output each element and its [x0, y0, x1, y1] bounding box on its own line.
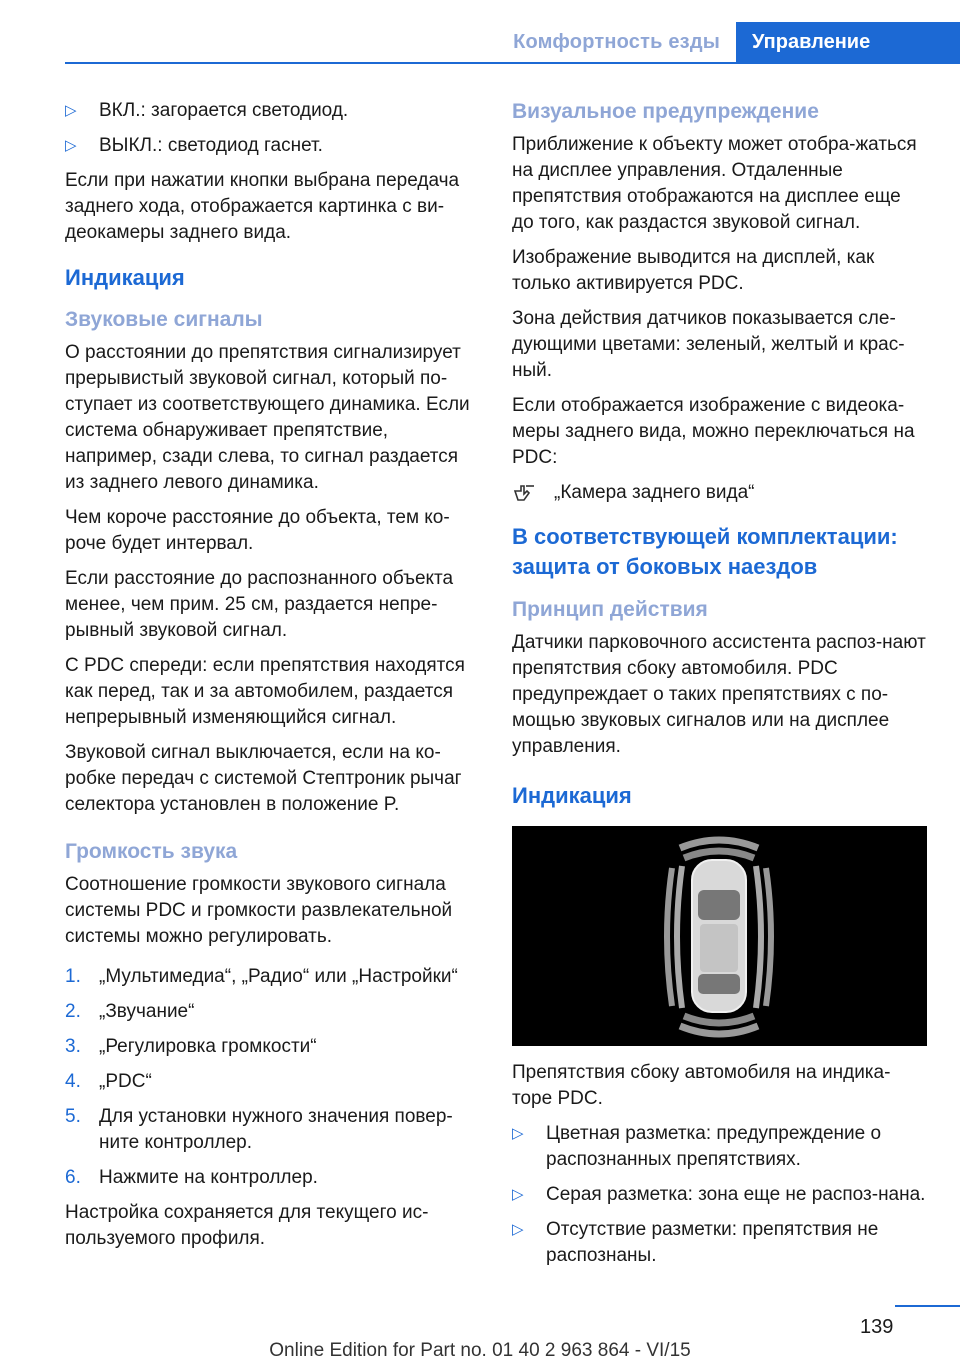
bullet-text: ВКЛ.: загорается светодиод. — [99, 100, 349, 121]
step-number: 6. — [65, 1167, 81, 1188]
step-item — [65, 964, 480, 990]
step-item — [65, 1165, 480, 1191]
edition-note: Online Edition for Part no. 01 40 2 963 864 - VI/15 — [269, 1340, 691, 1361]
step-number: 3. — [65, 1036, 81, 1057]
list-item — [512, 1182, 927, 1208]
triangle-bullet-icon: ▷ — [65, 137, 77, 154]
bullet-text: Серая разметка: зона еще не распоз‐нана. — [546, 1184, 926, 1205]
pdc-side-display-figure — [512, 826, 927, 1046]
paragraph: О расстоянии до препятствия сигнализирует прерывистый звуковой сигнал, который по‐ступает из соответствующего динамика. Если система обнаруживает препятствие, например, сзади слева, то сигнал раздается из заднего левого динамика. — [65, 342, 470, 493]
hint-text: „Камера заднего вида“ — [554, 482, 755, 503]
step-item — [65, 1069, 480, 1095]
section-title: Комфортность езды — [480, 22, 736, 62]
step-text: Нажмите на контроллер. — [99, 1167, 318, 1188]
paragraph: Если при нажатии кнопки выбрана передача заднего хода, отображается картинка с ви‐деокамеры заднего вида. — [65, 170, 460, 243]
heading-indication-2: Индикация — [512, 783, 632, 808]
step-text: „PDC“ — [99, 1071, 152, 1092]
heading-indication: Индикация — [65, 265, 185, 290]
triangle-bullet-icon: ▷ — [512, 1125, 524, 1142]
camera-hand-icon — [512, 482, 536, 504]
paragraph: Чем короче расстояние до объекта, тем ко‐роче будет интервал. — [65, 507, 450, 554]
step-text: „Звучание“ — [99, 1001, 195, 1022]
bullet-text: Отсутствие разметки: препятствия не распознаны. — [546, 1219, 879, 1266]
step-number: 4. — [65, 1071, 81, 1092]
step-number: 5. — [65, 1106, 81, 1127]
triangle-bullet-icon: ▷ — [512, 1221, 524, 1238]
right-column — [512, 98, 927, 1278]
footer-rule — [895, 1305, 960, 1307]
triangle-bullet-icon: ▷ — [512, 1186, 524, 1203]
paragraph: С PDC спереди: если препятствия находятся как перед, так и за автомобилем, раздается непрерывный изменяющийся сигнал. — [65, 655, 465, 728]
left-column — [65, 98, 480, 1261]
heading-option: В соответствующей комплектации: защита от боковых наездов — [512, 524, 898, 579]
step-text: Для установки нужного значения повер‐ните контроллер. — [99, 1106, 453, 1153]
paragraph: Соотношение громкости звукового сигнала системы PDC и громкости развлекательной системы можно регулировать. — [65, 874, 453, 947]
header-rule — [65, 62, 960, 64]
list-item — [65, 133, 480, 159]
heading-visual: Визуальное предупреждение — [512, 100, 819, 123]
paragraph: Если расстояние до распознанного объекта менее, чем прим. 25 см, раздается непре‐рывный звуковой сигнал. — [65, 568, 454, 641]
list-item — [512, 1121, 927, 1173]
page-number: 139 — [860, 1316, 894, 1338]
list-item — [512, 1217, 927, 1269]
step-item — [65, 1034, 480, 1060]
paragraph: Настройка сохраняется для текущего ис‐пользуемого профиля. — [65, 1202, 429, 1249]
camera-hint — [512, 480, 927, 506]
paragraph: Если отображается изображение с видеока‐меры заднего вида, можно переключаться на PDC: — [512, 395, 915, 468]
triangle-bullet-icon: ▷ — [65, 102, 77, 119]
bullet-text: ВЫКЛ.: светодиод гаснет. — [99, 135, 323, 156]
paragraph: Приближение к объекту может отобра‐жаться на дисплее управления. Отдаленные препятствия отображаются на дисплее еще до того, как раздастся звуковой сигнал. — [512, 134, 917, 233]
paragraph: Зона действия датчиков показывается сле‐дующими цветами: зеленый, желтый и крас‐ный. — [512, 308, 905, 381]
step-number: 1. — [65, 966, 81, 987]
heading-volume: Громкость звука — [65, 840, 238, 863]
paragraph: Звуковой сигнал выключается, если на ко‐робке передач с системой Стептроник рычаг селектора установлен в положение P. — [65, 742, 462, 815]
paragraph: Препятствия сбоку автомобиля на индика‐торе PDC. — [512, 1062, 891, 1109]
page-header — [480, 22, 960, 62]
step-item — [65, 999, 480, 1025]
paragraph: Датчики парковочного ассистента распоз‐нают препятствия сбоку автомобиля. PDC предупреждает о таких препятствиях с по‐мощью звуковых сигналов или на дисплее управления. — [512, 632, 926, 757]
step-text: „Регулировка громкости“ — [99, 1036, 317, 1057]
list-item — [65, 98, 480, 124]
step-number: 2. — [65, 1001, 81, 1022]
paragraph: Изображение выводится на дисплей, как только активируется PDC. — [512, 247, 875, 294]
step-text: „Мультимедиа“, „Радио“ или „Настройки“ — [99, 966, 458, 987]
car-sensor-icon — [512, 826, 927, 1046]
step-item — [65, 1104, 480, 1156]
heading-principle: Принцип действия — [512, 598, 708, 621]
chapter-tab: Управление — [736, 22, 960, 62]
heading-sound: Звуковые сигналы — [65, 308, 263, 331]
bullet-text: Цветная разметка: предупреждение о распознанных препятствиях. — [546, 1123, 882, 1170]
